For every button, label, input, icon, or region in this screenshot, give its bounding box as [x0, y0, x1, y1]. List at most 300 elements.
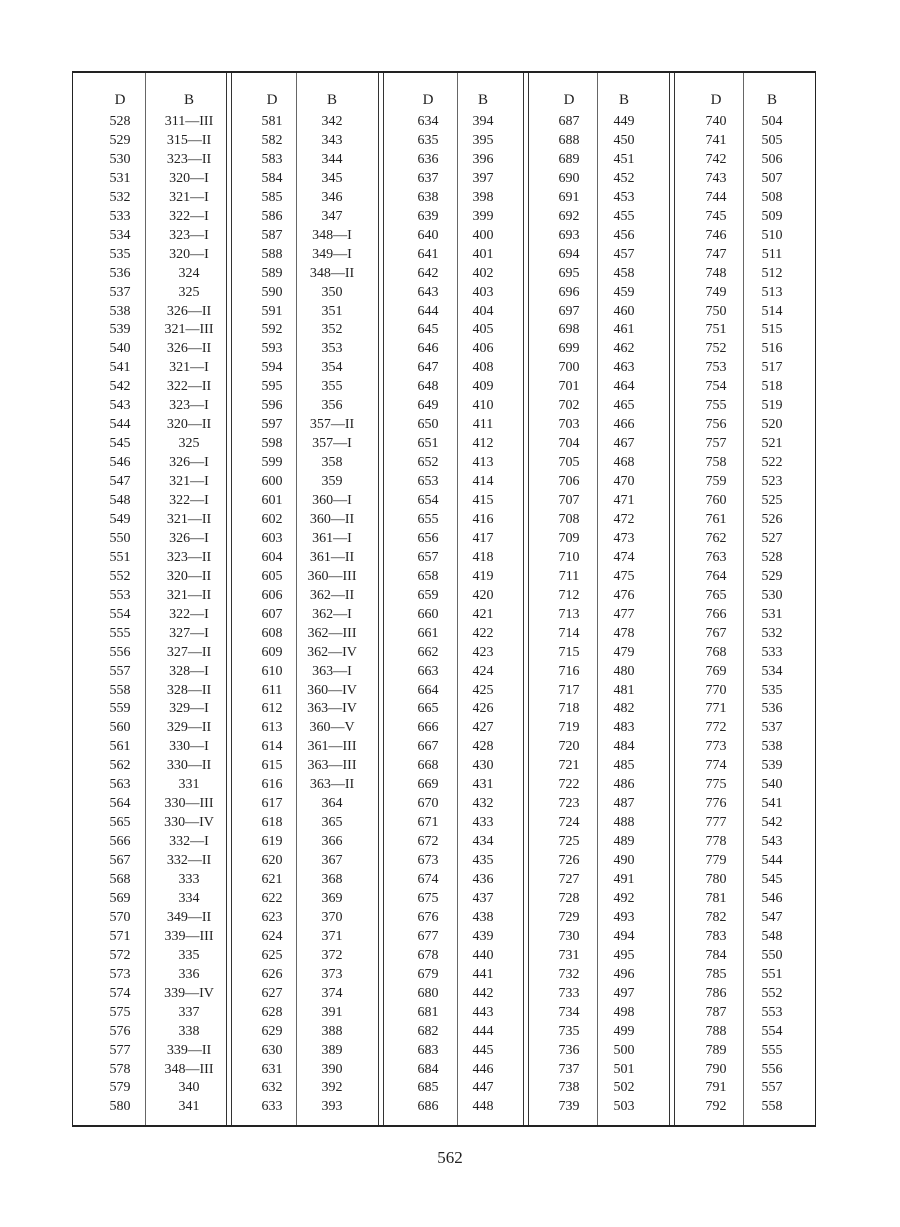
cell-b: 557	[761, 1080, 783, 1096]
cell-b: 320—II	[166, 568, 212, 584]
cell-b: 434	[472, 834, 494, 850]
cell-d: 631	[261, 1061, 283, 1077]
cell-d: 594	[261, 360, 283, 376]
cell-d: 717	[558, 682, 580, 698]
cell-d: 697	[558, 303, 580, 319]
cell-b: 321—I	[169, 474, 209, 490]
cell-b: 397	[472, 170, 494, 186]
cell-d: 552	[109, 568, 131, 584]
table-block-1	[73, 73, 226, 1125]
cell-b: 480	[613, 663, 635, 679]
cell-d: 534	[109, 227, 131, 243]
cell-b: 465	[613, 398, 635, 414]
cell-d: 653	[417, 474, 439, 490]
cell-d: 739	[558, 1099, 580, 1115]
cell-b: 532	[761, 625, 783, 641]
cell-d: 547	[109, 474, 131, 490]
cell-b: 332—I	[169, 834, 209, 850]
cell-b: 497	[613, 985, 635, 1001]
cell-b: 361—III	[307, 739, 357, 755]
cell-d: 606	[261, 587, 283, 603]
cell-d: 678	[417, 947, 439, 963]
cell-d: 711	[558, 568, 580, 584]
cell-d: 630	[261, 1042, 283, 1058]
header-b: B	[766, 92, 777, 108]
cell-d: 745	[705, 208, 727, 224]
cell-b: 424	[472, 663, 494, 679]
cell-d: 585	[261, 189, 283, 205]
cell-b: 352	[321, 322, 343, 338]
cell-b: 340	[178, 1080, 200, 1096]
cell-b: 510	[761, 227, 783, 243]
cell-b: 470	[613, 474, 635, 490]
cell-d: 626	[261, 966, 283, 982]
cell-d: 736	[558, 1042, 580, 1058]
cell-d: 551	[109, 549, 131, 565]
cell-b: 338	[178, 1023, 200, 1039]
cell-d: 788	[705, 1023, 727, 1039]
cell-b: 320—II	[166, 417, 212, 433]
cell-b: 530	[761, 587, 783, 603]
cell-d: 790	[705, 1061, 727, 1077]
cell-b: 333	[178, 872, 200, 887]
cell-b: 435	[472, 853, 494, 869]
cell-b: 516	[761, 341, 783, 357]
cell-b: 411	[472, 417, 494, 433]
cell-d: 761	[705, 511, 727, 527]
cell-d: 776	[705, 796, 727, 812]
cell-d: 660	[417, 606, 439, 622]
cell-b: 522	[761, 455, 783, 471]
cell-b: 467	[613, 436, 635, 452]
cell-d: 772	[705, 720, 727, 736]
cell-b: 322—II	[166, 379, 212, 395]
cell-b: 373	[321, 966, 343, 982]
cell-d: 751	[705, 322, 727, 338]
cell-d: 704	[558, 436, 580, 452]
cell-d: 672	[417, 834, 439, 850]
cell-b: 406	[472, 341, 494, 357]
cell-d: 657	[417, 549, 439, 565]
cell-b: 339—III	[164, 928, 214, 944]
cell-b: 367	[321, 853, 343, 869]
cell-d: 613	[261, 720, 283, 736]
cell-b: 509	[761, 208, 783, 224]
cell-b: 398	[472, 189, 494, 205]
cell-d: 709	[558, 530, 580, 546]
cell-b: 511	[761, 246, 783, 262]
cell-b: 442	[472, 985, 494, 1001]
cell-d: 656	[417, 530, 439, 546]
cell-b: 362—IV	[307, 644, 357, 660]
cell-d: 644	[417, 303, 439, 319]
cell-d: 661	[417, 625, 439, 641]
cell-d: 778	[705, 834, 727, 850]
cell-d: 602	[261, 511, 283, 527]
cell-d: 537	[109, 284, 131, 300]
cell-d: 680	[417, 985, 439, 1001]
cell-d: 642	[417, 265, 439, 281]
cell-d: 734	[558, 1004, 580, 1020]
cell-d: 784	[705, 947, 727, 963]
cell-d: 538	[109, 303, 131, 319]
cell-d: 578	[109, 1061, 131, 1077]
cell-b: 392	[321, 1080, 343, 1096]
cell-d: 787	[705, 1004, 727, 1020]
cell-d: 587	[261, 227, 283, 243]
cell-d: 667	[417, 739, 439, 755]
cell-d: 599	[261, 455, 283, 471]
cell-d: 560	[109, 720, 131, 736]
cell-d: 718	[558, 701, 580, 717]
cell-b: 365	[321, 815, 343, 831]
cell-b: 366	[321, 834, 343, 850]
cell-b: 405	[472, 322, 494, 338]
cell-b: 324	[178, 265, 200, 281]
cell-b: 552	[761, 985, 783, 1001]
cell-d: 730	[558, 928, 580, 944]
cell-b: 350	[321, 284, 343, 300]
cell-b: 527	[761, 530, 783, 546]
cell-d: 770	[705, 682, 727, 698]
cell-b: 337	[178, 1004, 200, 1020]
cell-b: 556	[761, 1061, 783, 1077]
cell-d: 708	[558, 511, 580, 527]
cell-d: 738	[558, 1080, 580, 1096]
cell-d: 620	[261, 853, 283, 869]
cell-d: 773	[705, 739, 727, 755]
cell-d: 640	[417, 227, 439, 243]
cell-b: 414	[472, 474, 494, 490]
cell-b: 326—II	[166, 341, 212, 357]
cell-d: 609	[261, 644, 283, 660]
cell-d: 735	[558, 1023, 580, 1039]
cell-b: 539	[761, 758, 783, 774]
cell-d: 700	[558, 360, 580, 376]
cell-d: 742	[705, 151, 727, 167]
cell-d: 706	[558, 474, 580, 490]
cell-d: 623	[261, 909, 283, 925]
cell-b: 502	[613, 1080, 635, 1096]
cell-d: 553	[109, 587, 131, 603]
cell-b: 351	[321, 303, 343, 319]
cell-b: 339—IV	[164, 985, 214, 1001]
cell-b: 401	[472, 246, 494, 262]
cell-b: 369	[321, 890, 343, 906]
cell-d: 757	[705, 436, 727, 452]
cell-d: 635	[417, 132, 439, 148]
cell-d: 563	[109, 777, 131, 793]
cell-b: 544	[761, 853, 783, 869]
cell-b: 330—IV	[164, 815, 214, 831]
cell-b: 471	[613, 493, 635, 508]
cell-d: 531	[109, 170, 131, 186]
cell-d: 588	[261, 246, 283, 262]
cell-d: 764	[705, 568, 727, 584]
cell-b: 482	[613, 701, 635, 717]
cell-d: 611	[261, 682, 283, 698]
table-block-2	[230, 73, 378, 1125]
cell-d: 645	[417, 322, 439, 338]
cell-d: 643	[417, 284, 439, 300]
cell-b: 394	[472, 114, 494, 129]
cell-b: 495	[613, 947, 635, 963]
cell-b: 479	[613, 644, 635, 660]
cell-d: 608	[261, 625, 283, 641]
cell-b: 372	[321, 947, 343, 963]
cell-b: 332—II	[166, 853, 212, 869]
cell-d: 756	[705, 417, 727, 433]
cell-d: 791	[705, 1080, 727, 1096]
cell-b: 348—III	[164, 1061, 214, 1077]
cell-d: 544	[109, 417, 131, 433]
cell-b: 330—I	[169, 739, 209, 755]
cell-b: 360—III	[307, 568, 357, 584]
cell-d: 658	[417, 568, 439, 584]
cell-d: 670	[417, 796, 439, 812]
cell-b: 344	[321, 151, 343, 167]
cell-d: 621	[261, 872, 283, 887]
cell-d: 688	[558, 132, 580, 148]
cell-d: 627	[261, 985, 283, 1001]
cell-b: 545	[761, 872, 783, 887]
cell-d: 785	[705, 966, 727, 982]
cell-b: 468	[613, 455, 635, 471]
cell-d: 703	[558, 417, 580, 433]
cell-d: 731	[558, 947, 580, 963]
cell-d: 677	[417, 928, 439, 944]
cell-d: 633	[261, 1099, 283, 1115]
cell-d: 722	[558, 777, 580, 793]
cell-d: 728	[558, 890, 580, 906]
cell-d: 550	[109, 530, 131, 546]
cell-d: 569	[109, 890, 131, 906]
cell-d: 762	[705, 530, 727, 546]
cell-b: 506	[761, 151, 783, 167]
cell-d: 747	[705, 246, 727, 262]
cell-d: 765	[705, 587, 727, 603]
cell-d: 744	[705, 189, 727, 205]
cell-d: 577	[109, 1042, 131, 1058]
cell-b: 481	[613, 682, 635, 698]
cell-b: 412	[472, 436, 494, 452]
cell-d: 681	[417, 1004, 439, 1020]
cell-b: 523	[761, 474, 783, 490]
cell-b: 353	[321, 341, 343, 357]
cell-b: 438	[472, 909, 494, 925]
cell-b: 534	[761, 663, 783, 679]
cell-b: 355	[321, 379, 343, 395]
cell-d: 568	[109, 872, 131, 887]
cell-d: 665	[417, 701, 439, 717]
cell-d: 540	[109, 341, 131, 357]
cell-d: 622	[261, 890, 283, 906]
cell-d: 651	[417, 436, 439, 452]
cell-d: 580	[109, 1099, 131, 1115]
cell-b: 421	[472, 606, 494, 622]
cell-b: 517	[761, 360, 783, 376]
cell-d: 636	[417, 151, 439, 167]
cell-b: 439	[472, 928, 494, 944]
cell-b: 535	[761, 682, 783, 698]
cell-d: 605	[261, 568, 283, 584]
cell-b: 489	[613, 834, 635, 850]
cell-d: 782	[705, 909, 727, 925]
cell-d: 690	[558, 170, 580, 186]
cell-b: 428	[472, 739, 494, 755]
cell-b: 395	[472, 132, 494, 148]
cell-d: 713	[558, 606, 580, 622]
cell-d: 638	[417, 189, 439, 205]
cell-d: 740	[705, 114, 727, 129]
cell-d: 673	[417, 853, 439, 869]
cell-d: 694	[558, 246, 580, 262]
cell-b: 472	[613, 511, 635, 527]
cell-b: 423	[472, 644, 494, 660]
cell-d: 685	[417, 1080, 439, 1096]
cell-d: 616	[261, 777, 283, 793]
cell-b: 461	[613, 322, 635, 338]
cell-b: 326—II	[166, 303, 212, 319]
cell-d: 780	[705, 872, 727, 887]
cell-d: 539	[109, 322, 131, 338]
cell-d: 775	[705, 777, 727, 793]
table-block-3	[382, 73, 523, 1125]
cell-d: 637	[417, 170, 439, 186]
cell-d: 535	[109, 246, 131, 262]
cell-b: 339—II	[166, 1042, 212, 1058]
cell-d: 760	[705, 493, 727, 508]
cell-b: 320—I	[169, 170, 209, 186]
cell-b: 463	[613, 360, 635, 376]
cell-b: 349—I	[312, 246, 352, 262]
cell-d: 715	[558, 644, 580, 660]
cell-b: 475	[613, 568, 635, 584]
cell-d: 720	[558, 739, 580, 755]
cell-d: 693	[558, 227, 580, 243]
cell-d: 746	[705, 227, 727, 243]
cell-b: 347	[321, 208, 343, 224]
cell-d: 536	[109, 265, 131, 281]
cell-d: 723	[558, 796, 580, 812]
page-number: 562	[437, 1148, 463, 1167]
cell-d: 615	[261, 758, 283, 774]
cell-d: 648	[417, 379, 439, 395]
cell-b: 346	[321, 189, 343, 205]
cell-d: 584	[261, 170, 283, 186]
cell-b: 360—IV	[307, 682, 357, 698]
cell-b: 490	[613, 853, 635, 869]
cell-b: 422	[472, 625, 494, 641]
cell-b: 400	[472, 227, 494, 243]
cell-b: 357—I	[312, 436, 352, 452]
cell-d: 655	[417, 511, 439, 527]
cell-d: 692	[558, 208, 580, 224]
cell-b: 451	[613, 151, 635, 167]
cell-b: 436	[472, 872, 494, 887]
cell-d: 533	[109, 208, 131, 224]
header-d: D	[710, 92, 722, 108]
cell-d: 556	[109, 644, 131, 660]
cell-b: 433	[472, 815, 494, 831]
cell-b: 537	[761, 720, 783, 736]
cell-b: 402	[472, 265, 494, 281]
cell-d: 632	[261, 1080, 283, 1096]
cell-b: 525	[761, 493, 783, 508]
concordance-table	[72, 71, 816, 1127]
cell-d: 607	[261, 606, 283, 622]
cell-b: 460	[613, 303, 635, 319]
cell-b: 361—II	[309, 549, 355, 565]
cell-b: 541	[761, 796, 783, 812]
cell-d: 695	[558, 265, 580, 281]
cell-d: 650	[417, 417, 439, 433]
cell-b: 476	[613, 587, 635, 603]
cell-b: 494	[613, 928, 635, 944]
cell-b: 321—I	[169, 189, 209, 205]
cell-d: 561	[109, 739, 131, 755]
cell-b: 325	[178, 284, 200, 300]
cell-d: 593	[261, 341, 283, 357]
cell-d: 604	[261, 549, 283, 565]
cell-d: 748	[705, 265, 727, 281]
cell-b: 374	[321, 985, 343, 1001]
cell-d: 612	[261, 701, 283, 717]
cell-d: 752	[705, 341, 727, 357]
cell-b: 437	[472, 890, 494, 906]
cell-d: 528	[109, 114, 131, 129]
cell-b: 362—III	[307, 625, 357, 641]
cell-d: 532	[109, 189, 131, 205]
cell-b: 457	[613, 246, 635, 262]
cell-b: 452	[613, 170, 635, 186]
cell-d: 726	[558, 853, 580, 869]
cell-b: 474	[613, 549, 635, 565]
cell-b: 362—I	[312, 606, 352, 622]
cell-b: 450	[613, 132, 635, 148]
cell-b: 554	[761, 1023, 783, 1039]
cell-b: 505	[761, 132, 783, 148]
cell-d: 559	[109, 701, 131, 717]
header-d: D	[114, 92, 126, 108]
cell-d: 595	[261, 379, 283, 395]
cell-b: 486	[613, 777, 635, 793]
cell-d: 763	[705, 549, 727, 565]
cell-d: 570	[109, 909, 131, 925]
cell-b: 415	[472, 493, 494, 508]
cell-b: 419	[472, 568, 494, 584]
cell-d: 676	[417, 909, 439, 925]
cell-b: 345	[321, 170, 343, 186]
cell-b: 455	[613, 208, 635, 224]
cell-b: 311—III	[164, 114, 214, 129]
cell-d: 710	[558, 549, 580, 565]
cell-b: 329—II	[166, 720, 212, 736]
cell-d: 618	[261, 815, 283, 831]
cell-b: 323—II	[166, 549, 212, 565]
cell-b: 354	[321, 360, 343, 376]
cell-d: 779	[705, 853, 727, 869]
cell-b: 521	[761, 436, 783, 452]
cell-d: 754	[705, 379, 727, 395]
cell-d: 574	[109, 985, 131, 1001]
header-d: D	[422, 92, 434, 108]
cell-b: 330—III	[164, 796, 214, 812]
cell-b: 330—II	[166, 758, 212, 774]
cell-b: 334	[178, 890, 200, 906]
cell-d: 600	[261, 474, 283, 490]
cell-d: 743	[705, 170, 727, 186]
